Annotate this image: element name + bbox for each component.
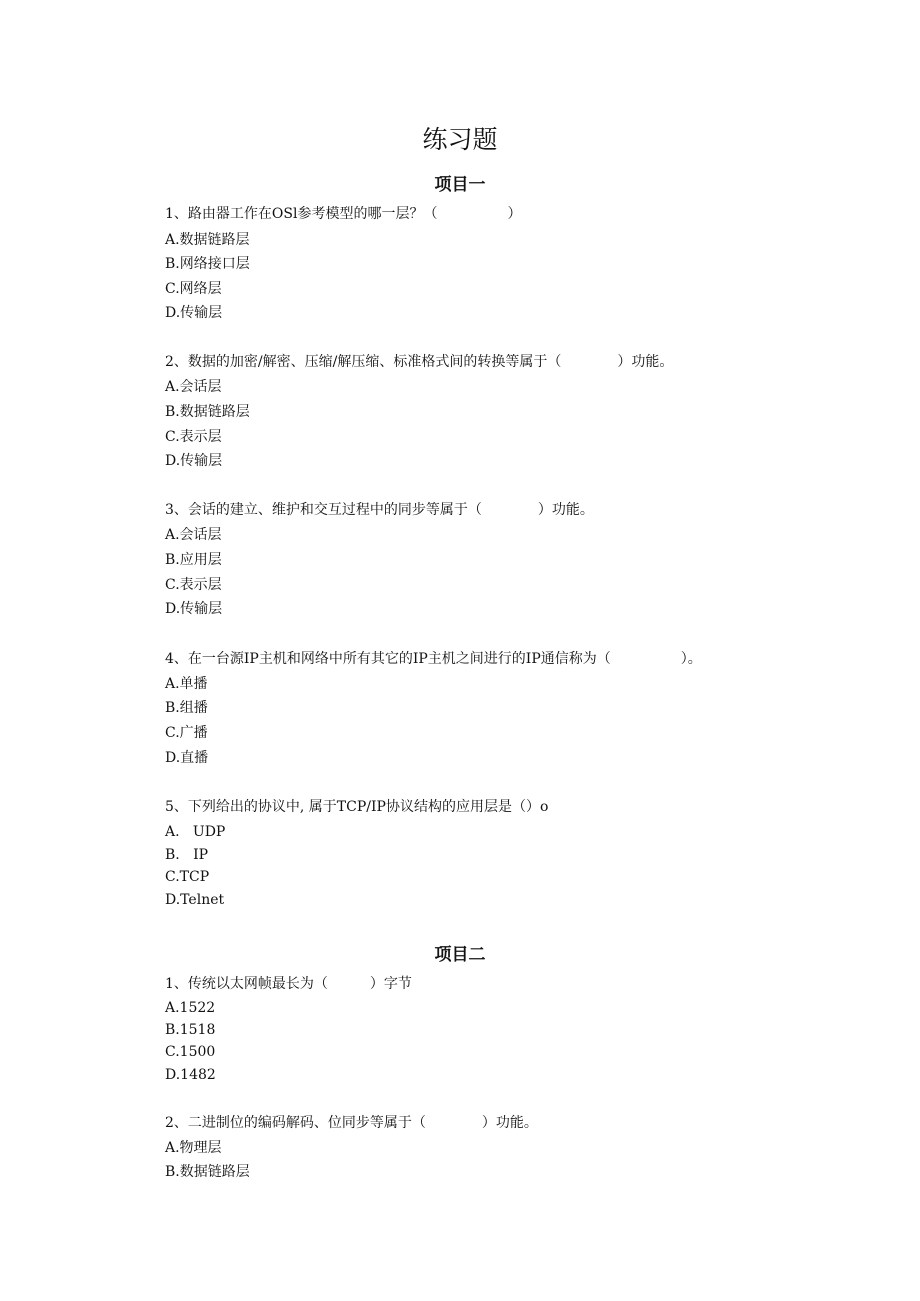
- question-option: A.1522: [165, 1000, 216, 1016]
- question-option: C.1500: [165, 1044, 216, 1060]
- question-option: A.物理层: [165, 1140, 222, 1156]
- question-stem: 2、数据的加密/解密、压缩/解压缩、标准格式间的转换等属于（ ）功能。: [165, 354, 674, 370]
- question-option: A.单播: [165, 676, 208, 692]
- question-option: D.Telnet: [165, 892, 225, 908]
- question-option: B.数据链路层: [165, 404, 250, 420]
- question-option: D.传输层: [165, 453, 223, 469]
- question-option: A.会话层: [165, 527, 222, 543]
- question-option: C.网络层: [165, 281, 222, 297]
- question-option: B.数据链路层: [165, 1164, 250, 1180]
- question-option: C.TCP: [165, 869, 210, 885]
- question-stem: 3、会话的建立、维护和交互过程中的同步等属于（ ）功能。: [165, 502, 594, 518]
- question-option: B. IP: [165, 847, 209, 863]
- question-option: D.1482: [165, 1067, 216, 1083]
- question-option: B.应用层: [165, 552, 222, 568]
- question-option: D.直播: [165, 750, 209, 766]
- document-title: 练习题: [422, 125, 498, 154]
- question-option: A.数据链路层: [165, 232, 250, 248]
- question-option: A. UDP: [165, 824, 226, 840]
- question-option: B.网络接口层: [165, 256, 250, 272]
- question-stem: 1、路由器工作在OSl参考模型的哪一层？（ ）: [165, 206, 522, 222]
- section-heading: 项目一: [434, 175, 486, 195]
- question-option: C.广播: [165, 725, 208, 741]
- question-stem: 2、二进制位的编码解码、位同步等属于（ ）功能。: [165, 1115, 538, 1131]
- question-option: D.传输层: [165, 601, 223, 617]
- question-option: B.1518: [165, 1022, 216, 1038]
- question-stem: 4、在一台源IP主机和网络中所有其它的IP主机之间进行的IP通信称为（ ）。: [165, 651, 702, 667]
- question-option: C.表示层: [165, 429, 222, 445]
- question-option: D.传输层: [165, 305, 223, 321]
- section-heading: 项目二: [434, 945, 486, 965]
- question-stem: 5、下列给出的协议中, 属于TCP/IP协议结构的应用层是（）o: [165, 799, 549, 815]
- question-option: B.组播: [165, 700, 208, 716]
- question-option: C.表示层: [165, 577, 222, 593]
- question-stem: 1、传统以太网帧最长为（ ）字节: [165, 976, 412, 992]
- question-option: A.会话层: [165, 379, 222, 395]
